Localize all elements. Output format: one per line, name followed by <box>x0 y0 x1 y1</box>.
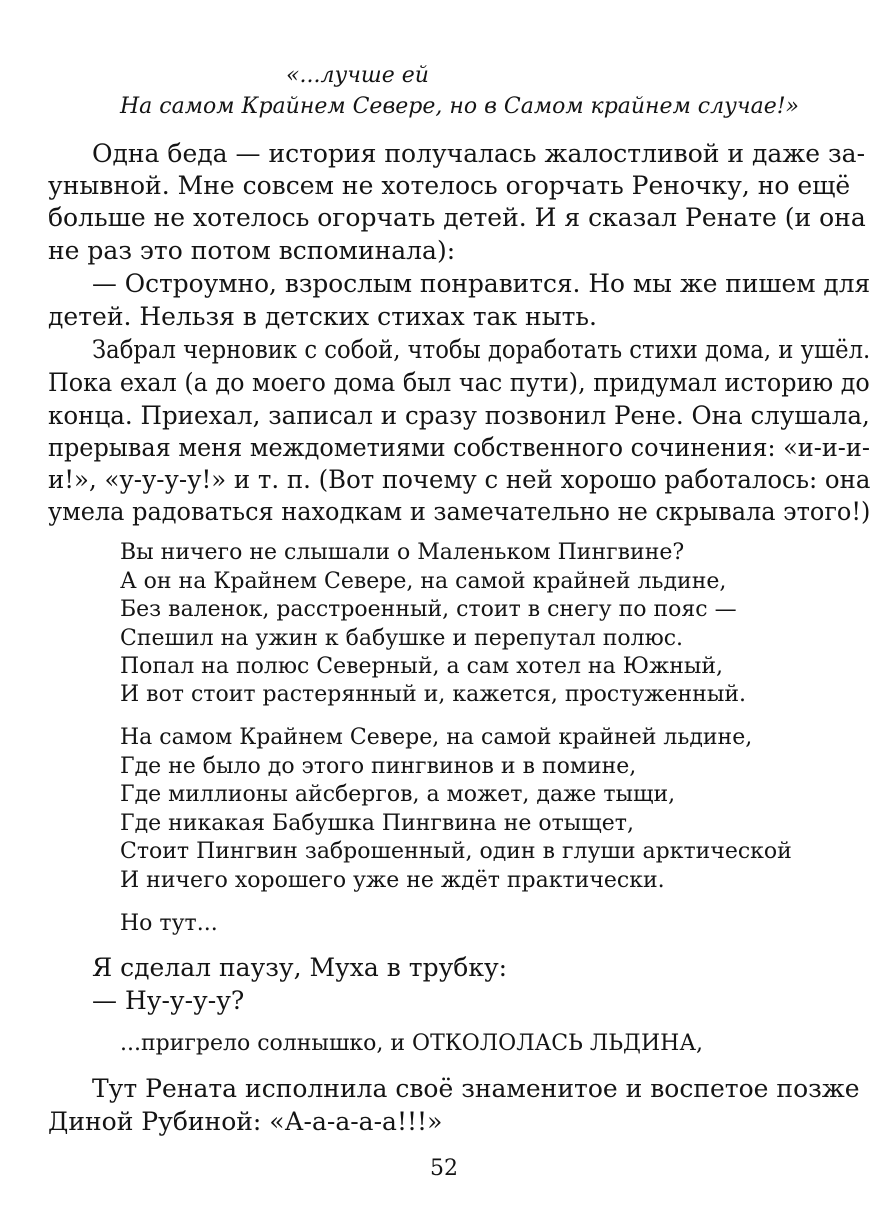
verse-line: Спешил на ужин к бабушке и перепутал полюс. <box>120 626 684 651</box>
verse-line: На самом Крайнем Севере, на самой крайней льдине, <box>120 725 753 750</box>
verse-line: Попал на полюс Северный, а сам хотел на Южный, <box>120 654 724 679</box>
verse-line: ...пригрело солнышко, и ОТКОЛОЛАСЬ ЛЬДИНА, <box>120 1031 703 1056</box>
paragraph-line: унывной. Мне совсем не хотелось огорчать Реночку, но ещё <box>48 171 851 200</box>
verse-line: Вы ничего не слышали о Маленьком Пингвине? <box>120 540 685 565</box>
epigraph-line: «...лучше ей <box>286 63 429 88</box>
paragraph-line: Одна беда — история получалась жалостливой и даже за- <box>92 139 866 168</box>
verse-line: Где не было до этого пингвинов и в помине, <box>120 754 637 779</box>
paragraph-line: конца. Приехал, записал и сразу позвонил Рене. Она слушала, <box>48 401 870 430</box>
dialogue-line: — Ну-у-у-у? <box>92 986 245 1015</box>
paragraph-line: — Остроумно, взрослым понравится. Но мы же пишем для <box>92 269 871 298</box>
paragraph-line: детей. Нельзя в детских стихах так ныть. <box>48 302 597 331</box>
paragraph-line: и!», «у-у-у-у!» и т. п. (Вот почему с ней хорошо работалось: она <box>48 465 871 494</box>
epigraph-line: На самом Крайнем Севере, но в Самом крайнем случае!» <box>120 94 800 119</box>
paragraph-line: не раз это потом вспоминала): <box>48 236 456 265</box>
paragraph-line: Диной Рубиной: «А-а-а-а-а!!!» <box>48 1107 443 1136</box>
verse-line: Где миллионы айсбергов, а может, даже тыщи, <box>120 782 676 807</box>
paragraph-line: Пока ехал (а до моего дома был час пути), придумал историю до <box>48 368 870 397</box>
verse-line: Но тут... <box>120 911 218 936</box>
verse-line: А он на Крайнем Севере, на самой крайней льдине, <box>120 569 727 594</box>
verse-line: И ничего хорошего уже не ждёт практически. <box>120 868 665 893</box>
paragraph-line: прерывая меня междометиями собственного сочинения: «и-и-и- <box>48 433 870 462</box>
paragraph-line: больше не хотелось огорчать детей. И я сказал Ренате (и она <box>48 203 866 232</box>
page-number: 52 <box>430 1156 458 1181</box>
dialogue-line: Я сделал паузу, Муха в трубку: <box>92 953 508 982</box>
verse-line: И вот стоит растерянный и, кажется, простуженный. <box>120 682 747 707</box>
paragraph-line: Забрал черновик с собой, чтобы доработать стихи дома, и ушёл. <box>92 335 871 364</box>
verse-line: Без валенок, расстроенный, стоит в снегу по пояс — <box>120 597 737 622</box>
paragraph-line: Тут Рената исполнила своё знаменитое и воспетое позже <box>92 1074 860 1103</box>
verse-line: Стоит Пингвин заброшенный, один в глуши арктической <box>120 839 792 864</box>
verse-line: Где никакая Бабушка Пингвина не отыщет, <box>120 811 634 836</box>
paragraph-line: умела радоваться находкам и замечательно не скрывала этого!) <box>48 497 871 526</box>
